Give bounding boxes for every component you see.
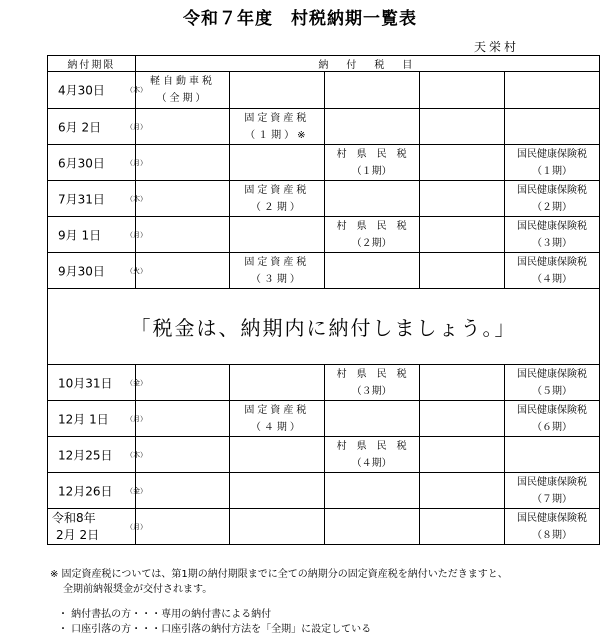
table-row [48,253,600,289]
empty-cell [324,509,419,545]
empty-cell [419,72,504,109]
header-due-date: 納付期限 [48,56,136,72]
empty-cell [419,109,504,145]
table-header-row [48,56,600,72]
empty-cell [135,473,229,509]
empty-cell [324,181,419,217]
son-tax-cell [324,437,419,473]
tax-name: 軽自動車税 [150,76,215,87]
due-date: 4月30日 [58,83,105,98]
tax-period: （１期） [351,165,392,177]
empty-cell [419,401,504,437]
empty-cell [135,217,229,253]
empty-cell [324,473,419,509]
empty-cell [504,437,599,473]
weekday: （月） [126,522,147,531]
kokuho-tax-cell [504,509,599,545]
empty-cell [135,509,229,545]
due-date-year: 令和8年 [52,510,96,525]
due-date-cell [48,365,147,401]
empty-cell [135,181,229,217]
empty-cell [419,473,504,509]
tax-period: （２期） [351,237,392,249]
empty-cell [419,437,504,473]
empty-cell [135,437,229,473]
kokuho-tax-cell [504,145,599,181]
empty-cell [135,401,229,437]
empty-cell [135,365,229,401]
tax-period: （２期） [531,201,572,213]
due-date-cell [48,181,147,217]
tax-period: （２期） [250,201,303,213]
weekday: （金） [126,378,147,387]
table-row [48,437,600,473]
empty-cell [324,401,419,437]
empty-cell [230,437,324,473]
due-date-cell [48,401,147,437]
due-date: 7月31日 [58,192,105,206]
empty-cell [230,217,324,253]
due-date: 12月 1日 [58,412,109,426]
empty-cell [504,72,599,109]
tax-name: 村 県 民 税 [336,368,407,380]
empty-cell [419,217,504,253]
empty-cell [135,145,229,181]
son-tax-cell [324,217,419,253]
tax-period: （６期） [531,421,572,433]
tax-period: （全期） [156,93,209,104]
tax-name: 国民健康保険税 [516,148,587,160]
kotei-tax-cell [230,253,324,289]
due-date-two-line [52,510,99,544]
due-date-cell [48,253,147,289]
bullet-payment-slip: ・ 納付書払の方・・・専用の納付書による納付 [58,609,272,620]
tax-period: （８期） [531,529,572,541]
empty-cell [324,72,419,109]
note-fixed-asset-cont: 全期前納報奨金が交付されます。 [63,584,213,595]
due-date-cell [48,72,147,109]
kokuho-tax-cell [504,253,599,289]
due-date: 9月30日 [58,264,105,278]
table-row [48,181,600,217]
empty-cell [324,253,419,289]
due-date: 9月 1日 [58,228,102,242]
table-row [48,217,600,253]
kokuho-tax-cell [504,401,599,437]
empty-cell [230,509,324,545]
tax-name: 固定資産税 [244,256,310,268]
tax-period: （４期） [531,273,572,285]
tax-name: 国民健康保険税 [516,220,587,232]
due-date: 2月 2日 [56,527,100,542]
due-date-cell [48,437,147,473]
due-date-cell [48,473,147,509]
weekday: （火） [126,266,147,275]
kotei-tax-cell [230,401,324,437]
due-date-cell [48,509,147,545]
son-tax-cell [324,365,419,401]
tax-period: （７期） [531,493,572,505]
tax-period: （１期）※ [245,129,309,141]
slogan-row [48,289,600,365]
empty-cell [419,365,504,401]
header-tax-items: 納 付 税 目 [135,56,599,72]
due-date: 6月30日 [58,156,105,170]
due-date: 12月26日 [58,484,113,498]
due-date-cell [48,217,147,253]
due-date: 6月 2日 [58,120,102,134]
tax-name: 国民健康保険税 [516,184,587,196]
weekday: （月） [126,122,147,131]
tax-name: 国民健康保険税 [516,368,587,380]
tax-period: （３期） [250,273,303,285]
notes-section [50,567,590,637]
empty-cell [419,253,504,289]
kotei-tax-cell [230,181,324,217]
tax-name: 村 県 民 税 [336,220,407,232]
empty-cell [419,181,504,217]
kokuho-tax-cell [504,181,599,217]
kokuho-tax-cell [504,217,599,253]
tax-name: 固定資産税 [244,112,310,124]
village-name: 天栄村 [474,40,520,54]
tax-period: （４期） [351,457,392,469]
kokuho-tax-cell [504,365,599,401]
weekday: （木） [126,194,147,203]
kokuho-tax-cell [504,473,599,509]
weekday: （月） [126,230,147,239]
table-row [48,401,600,437]
tax-name: 村 県 民 税 [336,440,407,452]
empty-cell [230,473,324,509]
tax-name: 固定資産税 [244,184,310,196]
weekday: （金） [126,486,147,495]
table-row [48,365,600,401]
table-row [48,109,600,145]
due-date-cell [48,145,147,181]
table-row [48,145,600,181]
tax-period: （４期） [250,421,303,433]
due-date: 12月25日 [58,448,113,462]
tax-period: （１期） [531,165,572,177]
tax-name: 国民健康保険税 [516,476,587,488]
tax-period: （５期） [531,385,572,397]
tax-name: 国民健康保険税 [516,404,587,416]
kotei-tax-cell [230,109,324,145]
table-row [48,72,600,109]
empty-cell [230,72,324,109]
tax-schedule-table [47,55,600,545]
weekday: （木） [126,450,147,459]
weekday: （月） [126,158,147,167]
weekday: （木） [126,86,147,94]
empty-cell [230,365,324,401]
table-row [48,509,600,545]
slogan: 「税金は、納期内に納付しましょう。」 [48,289,600,365]
tax-name: 固定資産税 [244,404,310,416]
empty-cell [135,109,229,145]
note-fixed-asset: ※ 固定資産税については、第1期の納付期限までに全ての納期分の固定資産税を納付いただきますと、 [50,569,508,580]
tax-period: （３期） [351,385,392,397]
tax-name: 国民健康保険税 [516,512,587,524]
table-row [48,473,600,509]
bullet-bank-transfer: ・ 口座引落の方・・・口座引落の納付方法を「全期」に設定している [58,624,372,635]
weekday: （月） [126,414,147,423]
tax-name: 国民健康保険税 [516,256,587,268]
tax-period: （３期） [531,237,572,249]
due-date: 10月31日 [58,376,113,390]
kei-tax-cell [135,72,229,109]
empty-cell [135,253,229,289]
due-date-cell [48,109,147,145]
son-tax-cell [324,145,419,181]
empty-cell [419,509,504,545]
tax-name: 村 県 民 税 [336,148,407,160]
empty-cell [324,109,419,145]
page-title: 令和７年度 村税納期一覧表 [183,9,417,29]
empty-cell [419,145,504,181]
empty-cell [504,109,599,145]
empty-cell [230,145,324,181]
